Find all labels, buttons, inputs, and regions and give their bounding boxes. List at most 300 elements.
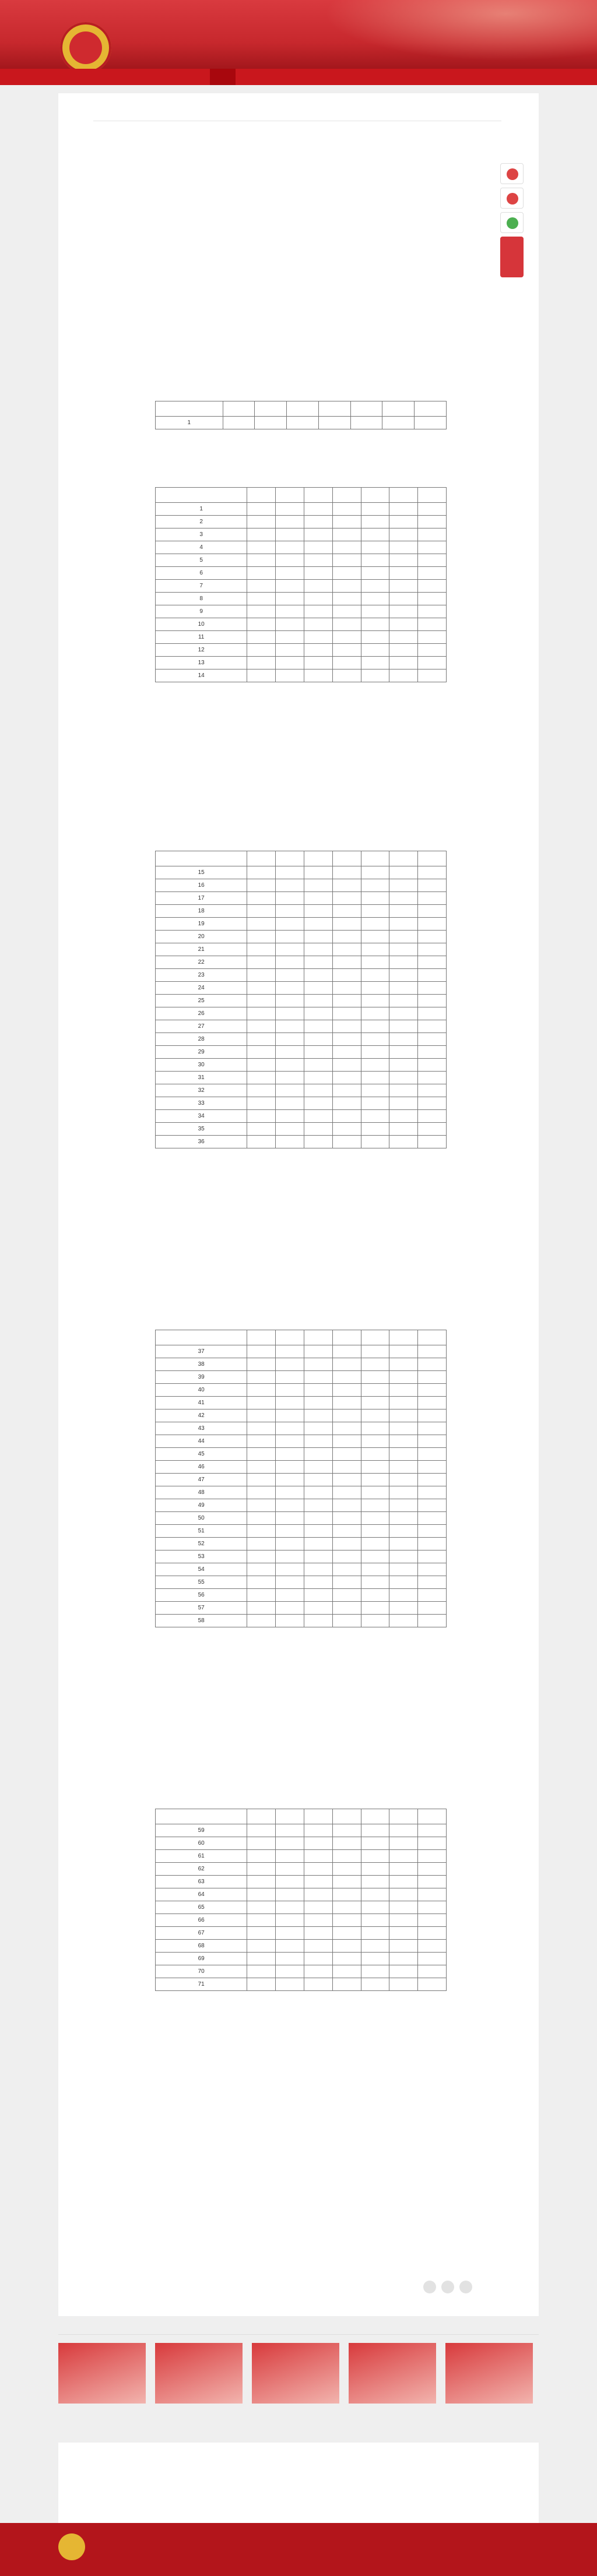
share-more-button[interactable]	[500, 237, 524, 277]
table-row	[156, 657, 447, 669]
table-cell	[276, 1901, 304, 1914]
table-cell	[276, 516, 304, 528]
table-cell	[304, 1384, 332, 1397]
table-cell	[332, 1978, 361, 1991]
link-column	[350, 2454, 414, 2460]
table-cell	[332, 1020, 361, 1033]
table-cell	[304, 1901, 332, 1914]
table-cell	[247, 1384, 276, 1397]
candidate-table	[155, 1330, 447, 1627]
table-cell	[389, 1589, 418, 1602]
table-cell	[361, 1978, 389, 1991]
table-row	[156, 1499, 447, 1512]
table-row	[156, 905, 447, 918]
table-cell	[332, 1914, 361, 1927]
table-cell	[361, 931, 389, 943]
table-row	[156, 1953, 447, 1965]
table-cell	[389, 1824, 418, 1837]
table-cell	[332, 1371, 361, 1384]
table-cell: 11	[156, 631, 247, 644]
related-card[interactable]	[349, 2343, 436, 2407]
table-header-row	[156, 851, 447, 866]
related-thumbnail[interactable]	[349, 2343, 436, 2404]
table-cell	[247, 1409, 276, 1422]
column-header	[156, 1809, 247, 1824]
table-cell	[389, 580, 418, 593]
table-row	[156, 1007, 447, 1020]
column-header	[418, 488, 447, 503]
table-cell: 4	[156, 541, 247, 554]
table-row	[156, 1538, 447, 1550]
table-cell	[361, 1033, 389, 1046]
table-cell	[389, 1850, 418, 1863]
table-cell	[247, 1007, 276, 1020]
table-row	[156, 1837, 447, 1850]
table-cell	[361, 541, 389, 554]
table-cell	[418, 943, 447, 956]
column-header	[223, 401, 255, 417]
table-cell	[332, 1563, 361, 1576]
table-cell	[361, 669, 389, 682]
table-cell	[361, 1448, 389, 1461]
table-cell	[247, 1550, 276, 1563]
table-cell	[304, 1486, 332, 1499]
footer-logo	[58, 2533, 85, 2560]
table-cell	[361, 1409, 389, 1422]
table-cell	[361, 1965, 389, 1978]
table-cell	[361, 879, 389, 892]
table-cell	[418, 1499, 447, 1512]
link-column	[163, 2454, 227, 2460]
table-cell	[361, 1953, 389, 1965]
table-cell	[247, 567, 276, 580]
column-header	[304, 488, 332, 503]
table-cell	[304, 631, 332, 644]
table-cell	[361, 554, 389, 567]
table-cell: 38	[156, 1358, 247, 1371]
table-cell	[361, 1602, 389, 1615]
table-cell	[332, 1397, 361, 1409]
header-banner-art	[294, 0, 597, 69]
table-cell	[276, 1525, 304, 1538]
table-cell	[332, 1927, 361, 1940]
related-card[interactable]	[58, 2343, 146, 2407]
table-cell	[418, 1123, 447, 1136]
table-cell	[389, 618, 418, 631]
table-cell	[276, 618, 304, 631]
table-cell	[304, 1953, 332, 1965]
weibo-icon	[507, 193, 518, 205]
table-cell	[276, 982, 304, 995]
column-header	[361, 488, 389, 503]
table-cell	[361, 528, 389, 541]
table-cell	[332, 503, 361, 516]
table-cell	[304, 905, 332, 918]
table-cell	[276, 644, 304, 657]
table-cell: 45	[156, 1448, 247, 1461]
table-cell	[332, 969, 361, 982]
share-wechat-button[interactable]	[500, 212, 524, 233]
share-weibo-icon[interactable]	[423, 2281, 436, 2293]
table-cell	[332, 644, 361, 657]
table-cell	[389, 593, 418, 605]
table-cell: 28	[156, 1033, 247, 1046]
table-row	[156, 982, 447, 995]
table-cell	[332, 1345, 361, 1358]
table-cell	[418, 516, 447, 528]
table-cell	[276, 1876, 304, 1888]
table-cell	[361, 1461, 389, 1474]
table-cell	[247, 866, 276, 879]
table-cell	[361, 631, 389, 644]
table-cell	[418, 1850, 447, 1863]
table-cell	[304, 1965, 332, 1978]
table-cell	[418, 1589, 447, 1602]
share-weibo-button[interactable]	[500, 188, 524, 209]
table-cell	[247, 1850, 276, 1863]
table-cell: 43	[156, 1422, 247, 1435]
column-header	[389, 488, 418, 503]
site-header	[0, 0, 597, 69]
table-cell	[332, 1486, 361, 1499]
table-cell	[418, 1371, 447, 1384]
table-cell	[389, 1576, 418, 1589]
table-cell	[276, 1072, 304, 1084]
table-cell	[418, 1409, 447, 1422]
column-header	[156, 851, 247, 866]
related-cards	[58, 2343, 539, 2407]
table-row	[156, 1824, 447, 1837]
table-cell	[332, 580, 361, 593]
table-cell	[276, 905, 304, 918]
table-cell	[361, 1007, 389, 1020]
related-thumbnail[interactable]	[445, 2343, 533, 2404]
table-cell	[276, 995, 304, 1007]
table-cell	[247, 1499, 276, 1512]
column-header	[156, 488, 247, 503]
related-thumbnail[interactable]	[155, 2343, 243, 2404]
table-cell: 6	[156, 567, 247, 580]
table-cell: 64	[156, 1888, 247, 1901]
table-cell	[361, 1371, 389, 1384]
table-cell: 71	[156, 1978, 247, 1991]
table-cell	[361, 657, 389, 669]
related-thumbnail[interactable]	[58, 2343, 146, 2404]
table-cell	[332, 1850, 361, 1863]
table-cell	[276, 1615, 304, 1627]
table-cell: 42	[156, 1409, 247, 1422]
table-cell	[247, 1461, 276, 1474]
column-header	[156, 1330, 247, 1345]
table-cell	[304, 593, 332, 605]
table-cell	[247, 593, 276, 605]
column-header	[156, 401, 223, 417]
table-cell	[276, 605, 304, 618]
table-cell	[332, 1888, 361, 1901]
table-cell	[247, 1474, 276, 1486]
table-cell: 48	[156, 1486, 247, 1499]
table-cell: 61	[156, 1850, 247, 1863]
table-cell: 1	[156, 503, 247, 516]
table-cell	[304, 657, 332, 669]
table-cell	[332, 1059, 361, 1072]
share-sidebar	[500, 163, 526, 281]
related-card[interactable]	[155, 2343, 243, 2407]
table-cell	[247, 1978, 276, 1991]
table-cell	[418, 1940, 447, 1953]
table-cell	[304, 918, 332, 931]
table-cell	[304, 503, 332, 516]
table-cell	[361, 1837, 389, 1850]
column-header	[247, 851, 276, 866]
table-cell	[418, 1927, 447, 1940]
table-cell	[389, 503, 418, 516]
table-cell	[304, 1499, 332, 1512]
table-cell: 30	[156, 1059, 247, 1072]
table-cell	[247, 1901, 276, 1914]
table-cell	[247, 669, 276, 682]
table-cell	[304, 1097, 332, 1110]
table-cell	[247, 554, 276, 567]
table-cell	[332, 1824, 361, 1837]
table-cell	[418, 1033, 447, 1046]
column-header	[361, 1809, 389, 1824]
table-row	[156, 931, 447, 943]
table-cell: 14	[156, 669, 247, 682]
table-cell	[332, 995, 361, 1007]
nav-item[interactable]	[331, 69, 357, 85]
table-cell	[389, 956, 418, 969]
share-qzone-icon[interactable]	[459, 2281, 472, 2293]
table-cell	[418, 554, 447, 567]
table-cell	[361, 605, 389, 618]
table-cell	[389, 1499, 418, 1512]
table-cell	[361, 943, 389, 956]
table-cell	[247, 1863, 276, 1876]
table-cell	[389, 1512, 418, 1525]
related-card[interactable]	[445, 2343, 533, 2407]
table-row	[156, 1525, 447, 1538]
table-cell	[361, 969, 389, 982]
table-cell	[276, 1512, 304, 1525]
table-cell	[418, 866, 447, 879]
table-cell	[361, 1824, 389, 1837]
table-cell	[389, 1486, 418, 1499]
table-cell	[332, 1448, 361, 1461]
nav-item[interactable]	[210, 69, 236, 85]
table-cell	[247, 1512, 276, 1525]
table-cell	[304, 1538, 332, 1550]
table-cell	[332, 1435, 361, 1448]
table-cell	[418, 879, 447, 892]
table-cell	[389, 631, 418, 644]
column-header	[418, 1809, 447, 1824]
table-cell	[389, 905, 418, 918]
table-cell	[361, 567, 389, 580]
table-cell	[304, 931, 332, 943]
table-cell: 53	[156, 1550, 247, 1563]
table-cell	[304, 1550, 332, 1563]
table-cell	[361, 1486, 389, 1499]
table-cell	[255, 417, 287, 429]
table-row	[156, 631, 447, 644]
table-cell	[304, 1602, 332, 1615]
table-cell	[389, 1550, 418, 1563]
table-cell	[247, 1563, 276, 1576]
table-cell	[361, 1435, 389, 1448]
table-cell	[389, 931, 418, 943]
table-cell	[304, 605, 332, 618]
table-cell	[276, 580, 304, 593]
candidate-table	[155, 1809, 447, 1991]
table-cell	[332, 1965, 361, 1978]
table-cell	[247, 1888, 276, 1901]
table-cell	[304, 1589, 332, 1602]
qzone-icon	[507, 168, 518, 180]
table-cell	[304, 618, 332, 631]
table-cell	[304, 1525, 332, 1538]
table-cell	[247, 1914, 276, 1927]
table-cell	[247, 644, 276, 657]
table-cell	[361, 892, 389, 905]
nav-item[interactable]	[271, 69, 296, 85]
table-cell: 24	[156, 982, 247, 995]
related-thumbnail[interactable]	[252, 2343, 339, 2404]
table-cell	[418, 1345, 447, 1358]
table-cell	[332, 593, 361, 605]
breadcrumb	[93, 100, 501, 121]
table-cell	[332, 1033, 361, 1046]
link-column	[70, 2454, 134, 2460]
nav-item[interactable]	[361, 69, 387, 85]
table-cell: 3	[156, 528, 247, 541]
table-cell: 37	[156, 1345, 247, 1358]
table-cell	[361, 1072, 389, 1084]
table-row	[156, 943, 447, 956]
table-row	[156, 605, 447, 618]
column-header	[304, 1809, 332, 1824]
table-cell: 19	[156, 918, 247, 931]
table-cell	[247, 1046, 276, 1059]
table-cell	[361, 593, 389, 605]
table-cell	[247, 1927, 276, 1940]
table-cell	[418, 1863, 447, 1876]
nav-item[interactable]	[240, 69, 266, 85]
table-cell: 39	[156, 1371, 247, 1384]
column-header	[415, 401, 447, 417]
table-cell	[389, 554, 418, 567]
table-cell	[276, 1448, 304, 1461]
table-cell: 70	[156, 1965, 247, 1978]
table-cell	[389, 1474, 418, 1486]
table-cell: 15	[156, 866, 247, 879]
table-cell	[247, 1435, 276, 1448]
table-cell	[247, 1824, 276, 1837]
share-qzone-button[interactable]	[500, 163, 524, 184]
table-cell	[247, 1072, 276, 1084]
table-cell	[389, 1097, 418, 1110]
table-cell: 60	[156, 1837, 247, 1850]
table-cell	[361, 1940, 389, 1953]
table-cell	[350, 417, 382, 429]
table-cell	[304, 1461, 332, 1474]
table-cell	[361, 1550, 389, 1563]
table-cell: 22	[156, 956, 247, 969]
table-cell	[361, 1397, 389, 1409]
table-cell	[304, 516, 332, 528]
share-wechat-icon[interactable]	[441, 2281, 454, 2293]
table-cell	[389, 1136, 418, 1148]
table-cell	[247, 892, 276, 905]
table-cell	[418, 905, 447, 918]
table-cell	[276, 1538, 304, 1550]
table-header-row	[156, 401, 447, 417]
site-logo[interactable]	[60, 22, 111, 69]
table-row	[156, 1589, 447, 1602]
footer-links	[58, 2443, 539, 2524]
table-cell	[418, 1978, 447, 1991]
table-cell	[418, 1358, 447, 1371]
table-cell	[276, 528, 304, 541]
column-header	[418, 851, 447, 866]
table-cell	[304, 1371, 332, 1384]
table-cell	[247, 657, 276, 669]
table-cell: 34	[156, 1110, 247, 1123]
table-row	[156, 669, 447, 682]
table-cell	[418, 644, 447, 657]
table-cell	[276, 1435, 304, 1448]
table-cell	[247, 1110, 276, 1123]
table-cell	[389, 567, 418, 580]
related-card[interactable]	[252, 2343, 339, 2407]
table-cell	[304, 528, 332, 541]
table-cell: 66	[156, 1914, 247, 1927]
table-cell: 57	[156, 1602, 247, 1615]
table-cell	[247, 879, 276, 892]
table-cell	[304, 1345, 332, 1358]
table-cell	[247, 1084, 276, 1097]
table-cell	[418, 1435, 447, 1448]
nav-item[interactable]	[301, 69, 326, 85]
table-row	[156, 1435, 447, 1448]
table-cell	[332, 1901, 361, 1914]
table-cell	[418, 1474, 447, 1486]
table-row	[156, 541, 447, 554]
table-cell	[418, 1397, 447, 1409]
table-cell	[418, 1876, 447, 1888]
table-cell: 2	[156, 516, 247, 528]
table-cell	[361, 1110, 389, 1123]
table-row	[156, 1136, 447, 1148]
table-cell	[418, 995, 447, 1007]
column-header	[361, 1330, 389, 1345]
table-cell	[332, 567, 361, 580]
table-row	[156, 918, 447, 931]
table-cell	[276, 1978, 304, 1991]
table-cell	[389, 866, 418, 879]
table-cell	[361, 1097, 389, 1110]
table-cell	[418, 1084, 447, 1097]
table-cell: 56	[156, 1589, 247, 1602]
table-row	[156, 1901, 447, 1914]
table-cell	[304, 943, 332, 956]
table-cell	[276, 879, 304, 892]
table-cell	[418, 528, 447, 541]
table-cell: 7	[156, 580, 247, 593]
table-row	[156, 516, 447, 528]
table-cell	[304, 1435, 332, 1448]
table-cell	[276, 541, 304, 554]
